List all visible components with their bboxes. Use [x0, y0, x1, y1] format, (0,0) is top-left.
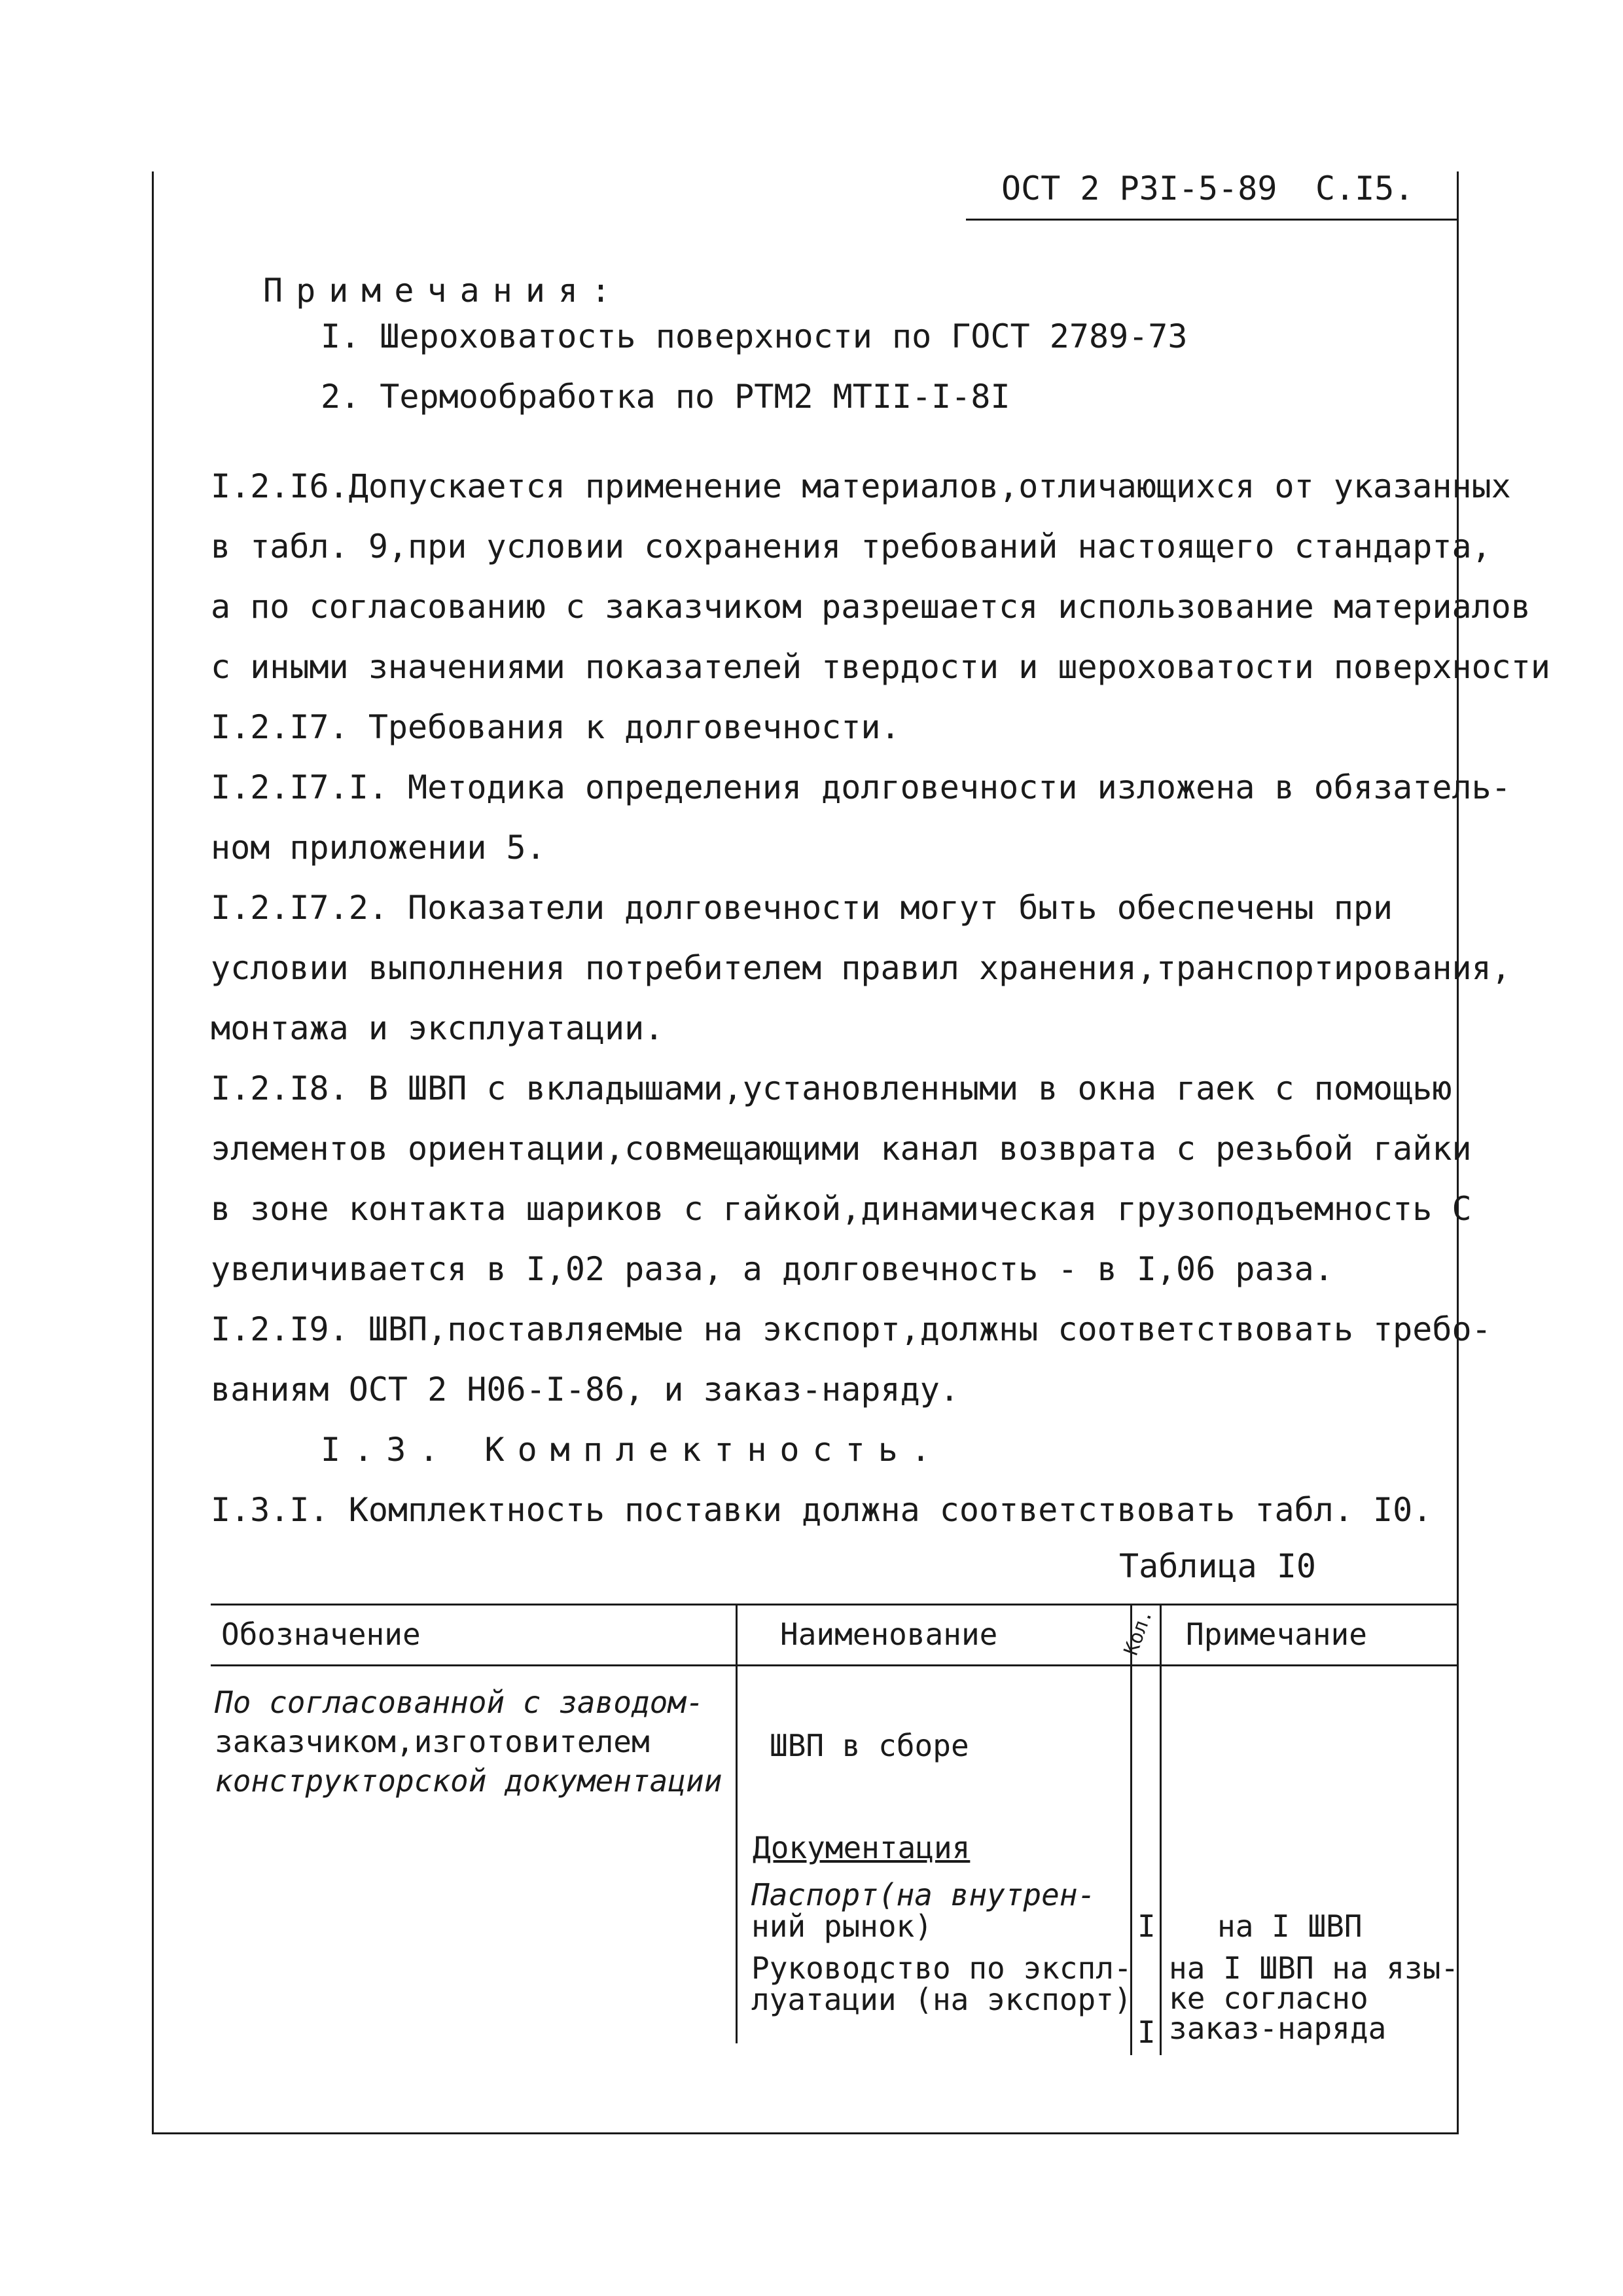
note-item-1: I. Шероховатость поверхности по ГОСТ 2789-73: [321, 317, 1188, 355]
body-line: I.2.I9. ШВП,поставляемые на экспорт,должны соответствовать требо-: [211, 1310, 1491, 1348]
note-item-2: 2. Термообработка по РТМ2 МТII-I-8I: [321, 378, 1010, 416]
table-header-qty: Кол.: [1119, 1605, 1158, 1659]
body-line: условии выполнения потребителем правил хранения,транспортирования,: [211, 949, 1511, 987]
passport-line: ний рынок): [751, 1909, 933, 1944]
body-line: элементов ориентации,совмещающими канал возврата с резьбой гайки: [211, 1130, 1472, 1168]
section-title: I.3. Комплектность.: [321, 1431, 944, 1469]
table-header-name: Наименование: [780, 1617, 998, 1652]
body-line: I.2.I8. В ШВП с вкладышами,установленными в окна гаек с помощью: [211, 1069, 1452, 1107]
designation-line: конструкторской документации: [215, 1763, 722, 1799]
body-line: I.2.I7. Требования к долговечности.: [211, 708, 901, 746]
body-line: с иными значениями показателей твердости и шероховатости поверхности: [211, 648, 1550, 686]
body-line: I.2.I7.2. Показатели долговечности могут быть обеспечены при: [211, 889, 1393, 927]
manual-qty: I: [1137, 2015, 1156, 2050]
table-col-divider: [1160, 1604, 1162, 2055]
passport-line: Паспорт(на внутрен-: [751, 1877, 1096, 1912]
table-header-designation: Обозначение: [221, 1617, 421, 1652]
section-line: I.3.I. Комплектность поставки должна соответствовать табл. I0.: [211, 1491, 1433, 1529]
document-code: ОСТ 2 Р3I-5-89: [1001, 170, 1277, 207]
body-line: I.2.I6.Допускается применение материалов,отличающихся от указанных: [211, 467, 1511, 505]
row-assembly: ШВП в сборе: [770, 1728, 969, 1763]
bottom-border: [152, 2132, 1459, 2134]
body-line: ваниям ОСТ 2 Н06-I-86, и заказ-наряду.: [211, 1371, 959, 1408]
body-line: монтажа и эксплуатации.: [211, 1009, 664, 1047]
manual-note-line: ке согласно: [1169, 1981, 1368, 2016]
body-line: а по согласованию с заказчиком разрешается использование материалов: [211, 588, 1531, 626]
left-border: [152, 171, 154, 2134]
body-line: в зоне контакта шариков с гайкой,динамическая грузоподъемность С: [211, 1190, 1472, 1228]
table-caption: Таблица I0: [1119, 1547, 1317, 1585]
body-line: I.2.I7.I. Методика определения долговечности изложена в обязатель-: [211, 768, 1511, 806]
page-number: С.I5.: [1315, 170, 1414, 207]
manual-note-line: на I ШВП на язы-: [1169, 1950, 1459, 1986]
doc-heading: Документация: [753, 1830, 971, 1865]
manual-line: луатации (на экспорт): [751, 1982, 1132, 2017]
body-line: в табл. 9,при условии сохранения требований настоящего стандарта,: [211, 528, 1491, 565]
table-header-rule: [211, 1664, 1457, 1666]
designation-line: заказчиком,изготовителем: [215, 1724, 650, 1759]
table-col-divider: [736, 1604, 738, 2043]
passport-note: на I ШВП: [1217, 1909, 1363, 1944]
manual-note-line: заказ-наряда: [1169, 2011, 1387, 2046]
manual-line: Руководство по экспл-: [751, 1950, 1132, 1986]
passport-qty: I: [1137, 1909, 1156, 1944]
header-underline: [966, 219, 1458, 221]
designation-line: По согласованной с заводом-: [215, 1685, 704, 1720]
table-top-rule: [211, 1604, 1457, 1605]
body-line: увеличивается в I,02 раза, а долговечность - в I,06 раза.: [211, 1250, 1334, 1288]
table-header-note: Примечание: [1186, 1617, 1367, 1652]
notes-title: Примечания:: [263, 272, 624, 310]
body-line: ном приложении 5.: [211, 829, 546, 867]
